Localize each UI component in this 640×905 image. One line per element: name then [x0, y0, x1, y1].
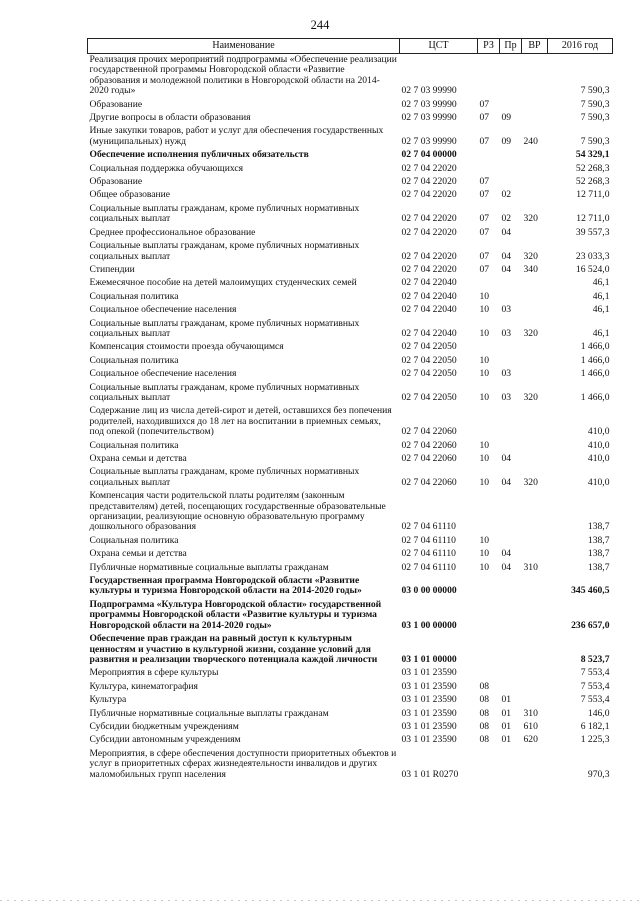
header-vr: ВР: [522, 39, 548, 54]
table-row: [88, 681, 613, 694]
table-row: [88, 277, 613, 290]
cell-vr: [522, 149, 548, 162]
cell-sum: 7 553,4: [580, 694, 610, 706]
header-year: 2016 год: [548, 39, 613, 54]
scan-artifact-line: [0, 900, 640, 901]
table-row: [88, 341, 613, 354]
cell-vr: [522, 440, 548, 453]
cell-rz: [478, 149, 500, 162]
cell-vr: [522, 681, 548, 694]
cell-rz: 10: [479, 304, 490, 316]
table-row: [88, 548, 613, 561]
cell-rz: [478, 633, 500, 667]
table-row: [88, 99, 613, 112]
table-row: [88, 304, 613, 317]
cell-cst: 03 1 00 00000: [401, 619, 457, 631]
cell-pr: 02: [501, 213, 512, 225]
cell-name: Субсидии бюджетным учреждениям: [89, 720, 239, 732]
table-row: [88, 125, 613, 149]
cell-rz: 07: [479, 226, 490, 238]
cell-sum: 410,0: [587, 453, 610, 464]
cell-sum: 410,0: [587, 439, 610, 451]
cell-pr: [500, 277, 522, 290]
cell-name: Образование: [89, 176, 143, 188]
cell-name: Обеспечение прав граждан на равный доступ к культурным ценностям и участию в культурной жизни, создание условий для развития и реализации творческого потенциала каждой личности: [89, 633, 378, 665]
table-row: [88, 562, 613, 575]
cell-cst: 02 7 04 22060: [401, 453, 457, 464]
cell-vr: [522, 667, 548, 680]
cell-rz: 07: [479, 112, 490, 124]
cell-pr: 03: [501, 391, 512, 403]
cell-rz: 10: [479, 391, 490, 403]
cell-sum: 16 524,0: [575, 263, 610, 275]
cell-cst: 02 7 04 22020: [401, 162, 457, 174]
cell-cst: 02 7 04 22020: [401, 226, 457, 238]
cell-pr: 04: [501, 561, 512, 573]
cell-vr: [522, 304, 548, 317]
table-row: [88, 721, 613, 734]
table-row: [88, 291, 613, 304]
cell-rz: 10: [479, 354, 490, 366]
cell-vr: [522, 176, 548, 189]
budget-table: [87, 38, 613, 782]
cell-sum: 138,7: [587, 521, 610, 533]
cell-vr: 320: [523, 250, 538, 262]
cell-pr: 01: [501, 694, 512, 706]
cell-sum: 146,0: [587, 707, 610, 719]
cell-pr: [500, 341, 522, 354]
cell-sum: 1 466,0: [580, 391, 610, 403]
cell-vr: [522, 112, 548, 125]
cell-pr: 01: [501, 734, 512, 746]
cell-cst: 03 1 01 23590: [401, 667, 457, 679]
cell-pr: 09: [501, 135, 512, 147]
cell-sum: 7 590,3: [580, 112, 610, 124]
cell-vr: 320: [523, 327, 538, 339]
cell-name: Социальная поддержка обучающихся: [89, 162, 244, 174]
table-row: [88, 112, 613, 125]
cell-pr: 09: [501, 112, 512, 124]
cell-cst: 02 7 03 99990: [401, 98, 457, 110]
cell-rz: [478, 575, 500, 599]
table-row: [88, 708, 613, 721]
table-header-row: [88, 39, 613, 54]
cell-vr: 320: [523, 213, 538, 225]
cell-sum: 345 460,5: [571, 585, 610, 597]
table-row: [88, 440, 613, 453]
cell-cst: 02 7 04 00000: [401, 149, 457, 161]
cell-sum: 23 033,3: [575, 250, 610, 262]
cell-pr: [500, 440, 522, 453]
table-row: [88, 490, 613, 535]
cell-name: Мероприятия в сфере культуры: [89, 667, 219, 679]
cell-cst: 02 7 04 22060: [401, 439, 457, 451]
cell-name: Подпрограмма «Культура Новгородской области» государственной программы Новгородской области «Развитие культуры и туризма Новгородской области на 2014-2020 годы»: [89, 598, 382, 631]
cell-sum: 138,7: [587, 561, 610, 573]
cell-rz: [478, 667, 500, 680]
cell-rz: [478, 277, 500, 290]
cell-pr: 04: [501, 453, 512, 464]
cell-rz: 08: [479, 694, 490, 706]
cell-cst: 03 1 01 23590: [401, 694, 457, 706]
cell-sum: 52 268,3: [575, 162, 610, 174]
cell-sum: 970,3: [587, 768, 610, 780]
cell-rz: 08: [479, 734, 490, 746]
cell-pr: [500, 490, 522, 535]
cell-sum: 138,7: [587, 548, 610, 560]
cell-pr: [500, 54, 522, 99]
cell-name: Социальная политика: [89, 354, 179, 366]
cell-sum: 46,1: [592, 304, 610, 316]
cell-pr: [500, 681, 522, 694]
cell-name: Ежемесячное пособие на детей малоимущих студенческих семей: [89, 277, 357, 289]
cell-cst: 02 7 04 22050: [401, 391, 457, 403]
cell-rz: 07: [479, 176, 490, 188]
table-row: [88, 54, 613, 99]
cell-cst: 02 7 04 22020: [401, 176, 457, 188]
cell-sum: 410,0: [587, 426, 610, 438]
cell-sum: 54 329,1: [575, 149, 610, 161]
cell-name: Мероприятия, в сфере обеспечения доступности приоритетных объектов и услуг в приоритетных сферах жизнедеятельности инвалидов и других маломобильных групп населения: [89, 747, 397, 780]
cell-vr: [522, 355, 548, 368]
cell-vr: [522, 291, 548, 304]
cell-rz: 08: [479, 680, 490, 692]
cell-pr: 01: [501, 720, 512, 732]
cell-name: Социальные выплаты гражданам, кроме публичных нормативных социальных выплат: [89, 317, 360, 339]
cell-cst: 02 7 03 99990: [401, 135, 457, 147]
cell-vr: 340: [523, 263, 538, 275]
table-row: [88, 189, 613, 202]
cell-pr: [500, 149, 522, 162]
cell-vr: 610: [523, 720, 538, 732]
cell-pr: 03: [501, 327, 512, 339]
cell-name: Другие вопросы в области образования: [89, 112, 251, 124]
table-row: [88, 734, 613, 747]
cell-name: Охрана семьи и детства: [89, 453, 187, 464]
cell-sum: 1 466,0: [580, 341, 610, 353]
table-row: [88, 535, 613, 548]
cell-rz: 10: [479, 439, 490, 451]
cell-pr: [500, 176, 522, 189]
cell-cst: 02 7 04 22020: [401, 263, 457, 275]
cell-sum: 46,1: [592, 277, 610, 289]
cell-rz: 07: [479, 250, 490, 262]
cell-name: Охрана семьи и детства: [89, 548, 187, 560]
header-rz: РЗ: [478, 39, 500, 54]
cell-name: Культура: [89, 694, 127, 706]
cell-sum: 138,7: [587, 534, 610, 546]
cell-vr: 320: [523, 391, 538, 403]
cell-rz: [478, 341, 500, 354]
table-row: [88, 227, 613, 240]
cell-rz: [478, 748, 500, 782]
table-row: [88, 382, 613, 406]
table-row: [88, 599, 613, 633]
cell-name: Реализация прочих мероприятий подпрограммы «Обеспечение реализации государственной программы Новгородской области «Развитие образования и молодежной политики в Новгородской области на 2014-2020 годы»: [89, 54, 397, 97]
table-row: [88, 203, 613, 227]
cell-rz: [478, 405, 500, 439]
cell-pr: [500, 748, 522, 782]
cell-rz: [478, 490, 500, 535]
cell-sum: 46,1: [592, 290, 610, 302]
cell-name: Социальная политика: [89, 534, 179, 546]
cell-rz: 07: [479, 135, 490, 147]
cell-sum: 236 657,0: [571, 619, 610, 631]
cell-cst: 02 7 04 22020: [401, 213, 457, 225]
cell-cst: 02 7 04 22040: [401, 290, 457, 302]
cell-pr: [500, 355, 522, 368]
cell-rz: 10: [479, 453, 490, 464]
cell-pr: [500, 99, 522, 112]
cell-vr: [522, 227, 548, 240]
cell-cst: 03 0 00 00000: [401, 585, 457, 597]
cell-sum: 12 711,0: [576, 213, 610, 225]
cell-cst: 02 7 04 22060: [401, 426, 457, 438]
cell-cst: 02 7 04 61110: [401, 548, 456, 560]
cell-vr: [522, 575, 548, 599]
cell-sum: 7 590,3: [580, 85, 610, 97]
cell-pr: [500, 575, 522, 599]
cell-rz: 10: [479, 368, 490, 380]
cell-rz: 07: [479, 189, 490, 201]
table-row: [88, 575, 613, 599]
cell-name: Содержание лиц из числа детей-сирот и детей, оставшихся без попечения родителей, находившихся до 18 лет на воспитании в приемных семьях, под опекой (попечительством): [89, 405, 392, 438]
table-row: [88, 264, 613, 277]
cell-rz: 10: [479, 548, 490, 560]
cell-pr: 03: [501, 368, 512, 380]
cell-pr: 04: [501, 226, 512, 238]
cell-sum: 1 466,0: [580, 354, 610, 366]
table-body: [88, 54, 613, 782]
cell-cst: 03 1 01 R0270: [401, 768, 459, 780]
cell-vr: [522, 599, 548, 633]
cell-cst: 02 7 04 22020: [401, 189, 457, 201]
cell-cst: 03 1 01 23590: [401, 720, 457, 732]
cell-cst: 02 7 04 22040: [401, 304, 457, 316]
cell-rz: 10: [479, 476, 490, 488]
cell-rz: 08: [479, 707, 490, 719]
cell-name: Среднее профессиональное образование: [89, 226, 256, 238]
cell-pr: 01: [501, 707, 512, 719]
cell-sum: 7 553,4: [580, 680, 610, 692]
table-row: [88, 355, 613, 368]
cell-pr: 03: [501, 304, 512, 316]
cell-vr: [522, 54, 548, 99]
cell-vr: [522, 490, 548, 535]
cell-name: Иные закупки товаров, работ и услуг для обеспечения государственных (муниципальных) нужд: [89, 125, 384, 147]
cell-cst: 02 7 04 61110: [401, 534, 456, 546]
cell-vr: [522, 453, 548, 466]
cell-rz: [478, 54, 500, 99]
cell-rz: 10: [479, 561, 490, 573]
cell-sum: 1 225,3: [580, 734, 610, 746]
table-row: [88, 453, 613, 466]
cell-vr: [522, 694, 548, 707]
table-row: [88, 176, 613, 189]
cell-name: Публичные нормативные социальные выплаты гражданам: [89, 561, 329, 573]
cell-pr: [500, 163, 522, 176]
cell-vr: [522, 633, 548, 667]
cell-vr: [522, 99, 548, 112]
cell-pr: [500, 405, 522, 439]
cell-pr: [500, 291, 522, 304]
cell-cst: 03 1 01 23590: [401, 707, 457, 719]
cell-rz: 08: [479, 720, 490, 732]
table-row: [88, 466, 613, 490]
cell-rz: 07: [479, 98, 490, 110]
table-row: [88, 748, 613, 782]
cell-sum: 6 182,1: [580, 720, 610, 732]
table-row: [88, 240, 613, 264]
cell-cst: 02 7 04 22050: [401, 368, 457, 380]
cell-name: Компенсация стоимости проезда обучающимся: [89, 341, 284, 353]
cell-vr: 310: [523, 707, 538, 719]
cell-vr: [522, 748, 548, 782]
cell-name: Субсидии автономным учреждениям: [89, 734, 241, 746]
cell-name: Государственная программа Новгородской области «Развитие культуры и туризма Новгородской области на 2014-2020 годы»: [89, 575, 362, 597]
cell-pr: 04: [501, 548, 512, 560]
cell-vr: 310: [523, 561, 538, 573]
page-number: 244: [310, 18, 330, 32]
cell-sum: 39 557,3: [575, 226, 610, 238]
cell-rz: 10: [479, 327, 490, 339]
cell-vr: [522, 535, 548, 548]
table-row: [88, 633, 613, 667]
cell-cst: 02 7 04 22040: [401, 277, 457, 289]
cell-cst: 02 7 03 99990: [401, 85, 457, 97]
cell-name: Социальная политика: [89, 439, 179, 451]
table-row: [88, 368, 613, 381]
table-row: [88, 694, 613, 707]
cell-sum: 46,1: [592, 327, 610, 339]
cell-sum: 410,0: [587, 476, 610, 488]
cell-cst: 02 7 03 99990: [401, 112, 457, 124]
cell-cst: 03 1 01 23590: [401, 680, 457, 692]
cell-pr: [500, 599, 522, 633]
cell-name: Социальная политика: [89, 290, 179, 302]
cell-name: Социальное обеспечение населения: [89, 368, 237, 380]
cell-pr: [500, 667, 522, 680]
cell-name: Социальные выплаты гражданам, кроме публичных нормативных социальных выплат: [89, 202, 360, 225]
cell-cst: 02 7 04 22020: [401, 250, 457, 262]
cell-name: Социальное обеспечение населения: [89, 304, 237, 316]
cell-sum: 7 590,3: [580, 98, 610, 110]
cell-vr: [522, 368, 548, 381]
cell-name: Компенсация части родительской платы родителям (законным представителям) детей, посещающих государственные образовательные организации, реализующие основную образовательную программу дошкольного образования: [89, 490, 386, 533]
cell-sum: 7 590,3: [580, 135, 610, 147]
cell-rz: 07: [479, 263, 490, 275]
cell-rz: 10: [479, 534, 490, 546]
cell-vr: [522, 405, 548, 439]
cell-sum: 8 523,7: [580, 653, 610, 665]
cell-name: Социальные выплаты гражданам, кроме публичных нормативных социальных выплат: [89, 240, 360, 262]
cell-vr: [522, 189, 548, 202]
cell-vr: [522, 341, 548, 354]
cell-cst: 02 7 04 22060: [401, 476, 457, 488]
cell-pr: 04: [501, 476, 512, 488]
cell-rz: 07: [479, 213, 490, 225]
cell-name: Обеспечение исполнения публичных обязательств: [89, 149, 309, 161]
cell-name: Образование: [89, 98, 143, 110]
table-row: [88, 318, 613, 342]
cell-vr: [522, 277, 548, 290]
cell-name: Общее образование: [89, 189, 171, 201]
header-pr: Пр: [500, 39, 522, 54]
cell-pr: 04: [501, 250, 512, 262]
cell-cst: 02 7 04 22040: [401, 327, 457, 339]
cell-pr: [500, 633, 522, 667]
cell-sum: 1 466,0: [580, 368, 610, 380]
cell-name: Социальные выплаты гражданам, кроме публичных нормативных социальных выплат: [89, 466, 360, 488]
cell-rz: 10: [479, 290, 490, 302]
table-row: [88, 149, 613, 162]
cell-pr: 04: [501, 263, 512, 275]
cell-rz: [478, 599, 500, 633]
cell-vr: 620: [523, 734, 538, 746]
cell-pr: [500, 535, 522, 548]
cell-cst: 03 1 01 00000: [401, 653, 457, 665]
table-row: [88, 667, 613, 680]
cell-vr: 320: [523, 476, 538, 488]
cell-vr: 240: [523, 135, 538, 147]
cell-name: Культура, кинематография: [89, 680, 198, 692]
cell-cst: 02 7 04 22050: [401, 354, 457, 366]
cell-name: Стипендии: [89, 263, 135, 275]
cell-sum: 7 553,4: [580, 667, 610, 679]
cell-vr: [522, 548, 548, 561]
table-row: [88, 405, 613, 439]
cell-vr: [522, 163, 548, 176]
cell-sum: 12 711,0: [576, 189, 610, 201]
cell-name: Публичные нормативные социальные выплаты гражданам: [89, 707, 329, 719]
cell-cst: 02 7 04 22050: [401, 341, 457, 353]
cell-cst: 02 7 04 61110: [401, 561, 456, 573]
cell-rz: [478, 163, 500, 176]
cell-cst: 02 7 04 61110: [401, 521, 456, 533]
cell-sum: 52 268,3: [575, 176, 610, 188]
table-row: [88, 163, 613, 176]
header-cst: ЦСТ: [400, 39, 478, 54]
cell-name: Социальные выплаты гражданам, кроме публичных нормативных социальных выплат: [89, 381, 360, 403]
cell-pr: 02: [501, 189, 512, 201]
cell-cst: 03 1 01 23590: [401, 734, 457, 746]
header-name: Наименование: [88, 39, 400, 54]
